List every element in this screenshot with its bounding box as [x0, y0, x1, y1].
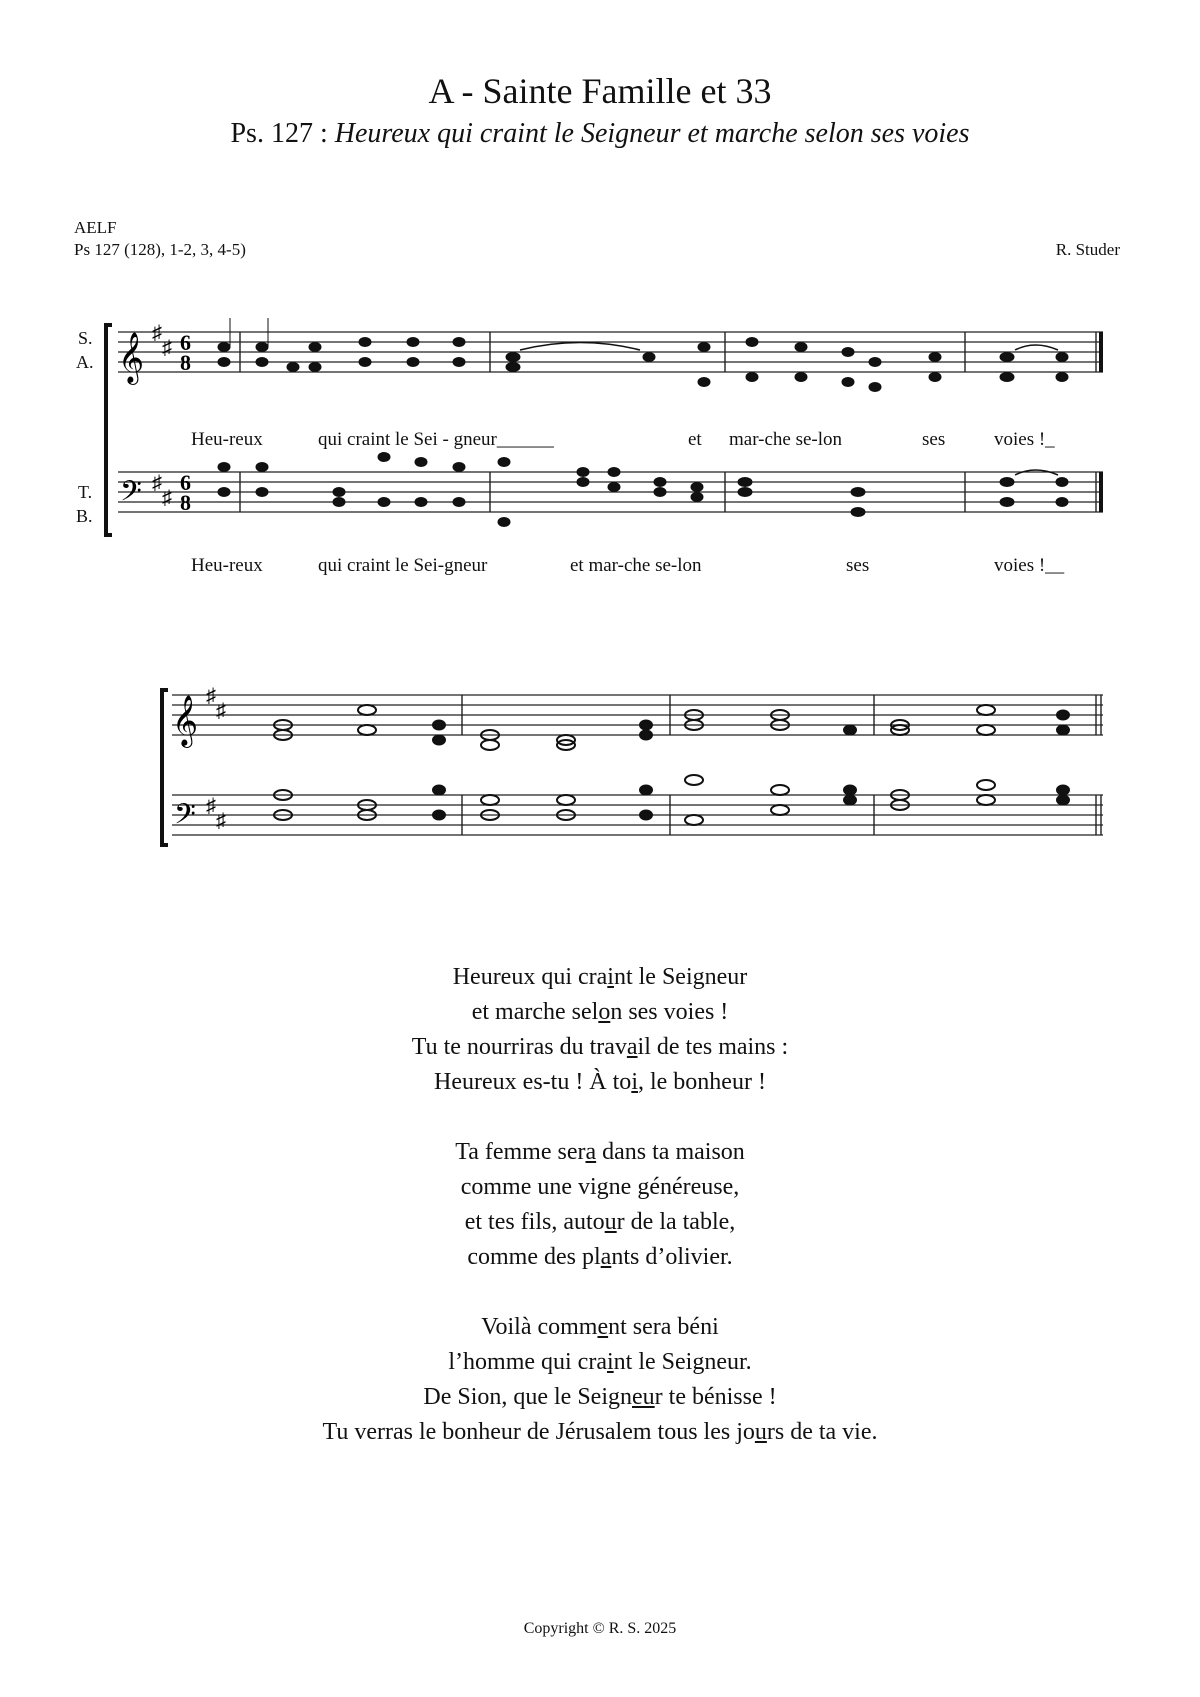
lyric-syllable: et: [688, 429, 702, 450]
bass-clef-icon: 𝄢: [174, 800, 196, 837]
verse-line: Heureux es-tu ! À toi, le bonheur !: [434, 1069, 766, 1095]
voice-label-alto: A.: [76, 352, 94, 372]
lyric-syllable: Heu-reux: [191, 555, 263, 576]
copyright-notice: Copyright © R. S. 2025: [523, 1620, 677, 1637]
verse-line: l’homme qui craint le Seigneur.: [448, 1349, 752, 1375]
psalm-reference: Ps 127 (128), 1-2, 3, 4-5): [74, 240, 246, 259]
lyric-syllable: qui craint le Sei-gneur: [318, 555, 488, 576]
lyric-syllable: voies !__: [994, 555, 1065, 576]
system-bracket: [162, 690, 168, 845]
source-label: AELF: [74, 218, 117, 237]
time-signature-bottom: 8: [180, 490, 191, 515]
stanza-3: [0, 1310, 1200, 1450]
lyric-syllable: ses: [922, 429, 946, 450]
page-title: A - Sainte Famille et 33: [428, 71, 772, 111]
voice-label-tenor: T.: [78, 482, 93, 502]
composer-name: R. Studer: [1055, 240, 1120, 259]
stanza-2: [0, 1135, 1200, 1275]
verse-line: Heureux qui craint le Seigneur: [452, 964, 748, 990]
time-signature-bottom: 8: [180, 350, 191, 375]
sharp-icon: ♯: [152, 472, 162, 494]
sharp-icon: ♯: [162, 487, 172, 509]
time-signature-top: 6: [180, 470, 191, 495]
lyric-syllable: voies !_: [994, 429, 1055, 450]
time-signature-top: 6: [180, 330, 191, 355]
lyric-syllable: ses: [846, 555, 870, 576]
verse-line: et tes fils, autour de la table,: [464, 1209, 736, 1235]
verse-line: Tu verras le bonheur de Jérusalem tous les jours de ta vie.: [322, 1419, 878, 1445]
sharp-icon: ♯: [216, 700, 226, 722]
notes-lower-2: [274, 775, 1069, 825]
subtitle-refrain: Heureux qui craint le Seigneur et marche selon ses voies: [334, 118, 970, 149]
lyric-syllable: qui craint le Sei - gneur______: [318, 429, 554, 450]
notes-lower-1: [218, 453, 1068, 527]
verse-line: Ta femme sera dans ta maison: [455, 1139, 745, 1165]
system-2: [162, 685, 1103, 845]
lyric-syllable: mar-che se-lon: [729, 429, 843, 450]
sharp-icon: ♯: [216, 810, 226, 832]
notes-upper-2: [274, 705, 1069, 750]
treble-clef-icon: 𝄞: [118, 333, 145, 382]
stanza-1: [0, 960, 1200, 1100]
verse-line: De Sion, que le Seigneur te bénisse !: [423, 1384, 777, 1410]
treble-clef-icon: 𝄞: [172, 696, 199, 745]
verse-line: Voilà comment sera béni: [481, 1314, 719, 1340]
system-bracket: [106, 325, 112, 535]
sharp-icon: ♯: [152, 322, 162, 344]
lyric-syllable: et mar-che se-lon: [570, 555, 702, 576]
sharp-icon: ♯: [206, 795, 216, 817]
lyric-syllable: Heu-reux: [191, 429, 263, 450]
voice-label-bass: B.: [76, 506, 93, 526]
verse-line: comme des plants d’olivier.: [467, 1244, 733, 1270]
system-1: [76, 318, 1103, 576]
verse-line: et marche selon ses voies !: [471, 999, 729, 1025]
verse-line: Tu te nourriras du travail de tes mains :: [411, 1034, 789, 1060]
subtitle-prefix: Ps. 127 :: [230, 118, 335, 149]
notes-upper-1: [218, 318, 1068, 392]
staff-lower-2: [172, 795, 1103, 835]
staff-upper-2: [172, 695, 1103, 735]
verse-line: comme une vigne généreuse,: [460, 1174, 740, 1200]
bass-clef-icon: 𝄢: [120, 477, 142, 514]
psalm-verses: [0, 960, 1200, 1485]
sharp-icon: ♯: [162, 337, 172, 359]
voice-label-soprano: S.: [78, 328, 93, 348]
sharp-icon: ♯: [206, 685, 216, 707]
